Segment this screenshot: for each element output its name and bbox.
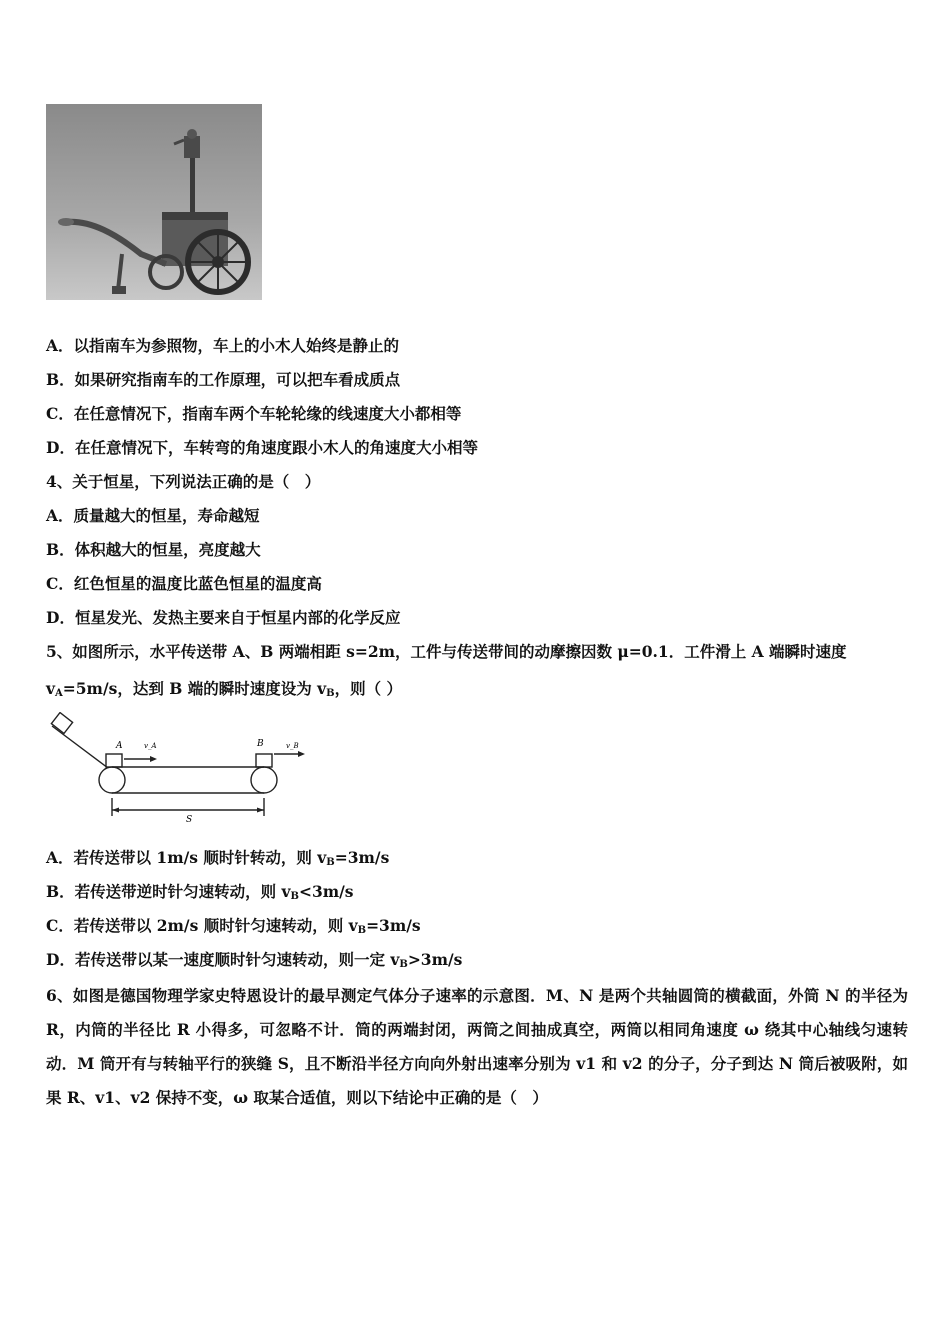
q4-stem: 4、关于恒星，下列说法正确的是（ ） bbox=[46, 472, 321, 491]
q6-text: 6、如图是德国物理学家史特恩设计的最早测定气体分子速率的示意图．M、N 是两个共轴圆筒的横截面，外筒 N 的半径为 R，内筒的半径比 R 小得多，可忽略不计．筒的两端封闭，两筒之间抽成真空，两筒以相同角速度 ω 绕其中心轴线匀速转动．M 筒开有与转轴平行的狭缝 S，且不断沿半径方向向外射出速率分别为 v1 和 v2 的分子，分子到达 N 筒后被吸附，如果 R、v1、v2 保持不变，ω 取某合适值，则以下结论中正确的是（ ） bbox=[46, 986, 908, 1107]
q5-stem-line2: $v_A=5m/s$，达到 B 端的瞬时速度设为 $v_B$，则（ ） bbox=[46, 679, 402, 699]
q5-option-a: A．若传送带以 1m/s 顺时针转动，则 $v_B=3m/s$ bbox=[46, 848, 390, 868]
label-vb: v_B bbox=[286, 742, 299, 750]
q5-option-b: B．若传送带逆时针匀速转动，则 $v_B<3m/s$ bbox=[46, 882, 354, 902]
q4-option-d: D．恒星发光、发热主要来自于恒星内部的化学反应 bbox=[46, 608, 401, 627]
south-pointing-chariot-photo bbox=[46, 104, 262, 300]
label-s: S bbox=[186, 815, 193, 825]
conveyor-belt-diagram bbox=[46, 712, 308, 830]
q3-option-d: D．在任意情况下，车转弯的角速度跟小木人的角速度大小相等 bbox=[46, 438, 478, 457]
q3-option-b: B．如果研究指南车的工作原理，可以把车看成质点 bbox=[46, 370, 401, 389]
label-a: A bbox=[116, 741, 123, 751]
q3-option-c: C．在任意情况下，指南车两个车轮轮缘的线速度大小都相等 bbox=[46, 404, 462, 423]
q4-option-b: B．体积越大的恒星，亮度越大 bbox=[46, 540, 261, 559]
q4-option-c: C．红色恒星的温度比蓝色恒星的温度高 bbox=[46, 574, 322, 593]
label-va: v_A bbox=[144, 742, 157, 750]
label-b: B bbox=[257, 739, 264, 749]
q5-option-d: D．若传送带以某一速度顺时针匀速转动，则一定 $v_B>3m/s$ bbox=[46, 950, 463, 970]
q5-stem-line1: 5、如图所示，水平传送带 A、B 两端相距 s=2m，工件与传送带间的动摩擦因数 μ=0.1．工件滑上 A 端瞬时速度 bbox=[46, 642, 847, 661]
q4-option-a: A．质量越大的恒星，寿命越短 bbox=[46, 506, 260, 525]
q5-option-c: C．若传送带以 2m/s 顺时针匀速转动，则 $v_B=3m/s$ bbox=[46, 916, 421, 936]
q3-option-a: A．以指南车为参照物，车上的小木人始终是静止的 bbox=[46, 336, 400, 355]
